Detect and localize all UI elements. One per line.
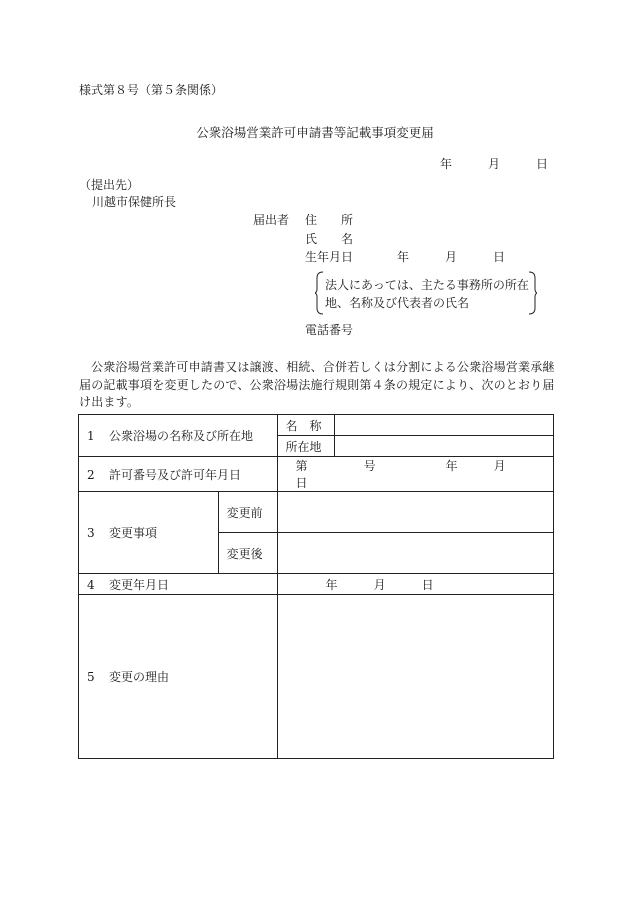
change-reason-input[interactable] (277, 595, 553, 759)
date-month-label: 月 (488, 157, 501, 171)
table-row (79, 595, 554, 759)
table-row (79, 415, 554, 436)
address-field[interactable]: 住 所 (305, 213, 354, 227)
form-number: 様式第８号（第５条関係） (79, 83, 224, 97)
change-after-label: 変更後 (218, 533, 277, 574)
permit-label-cell: 2 許可番号及び許可年月日 (79, 457, 278, 492)
document-title: 公衆浴場営業許可申請書等記載事項変更届 (196, 125, 434, 140)
facility-address-label: 所在地 (277, 436, 335, 457)
permit-input[interactable]: 第 号 年 月日 (277, 457, 553, 492)
declaration-text: 公衆浴場営業許可申請書又は譲渡、相続、合併若しくは分割による公衆浴場営業承継届の記載事項を変更したので、公衆浴場法施行規則第４条の規定により、次のとおり届け出ます。 (79, 360, 555, 409)
change-date-input[interactable]: 年 月 日 (277, 574, 553, 595)
birth-day-label: 日 (493, 250, 506, 264)
destination-label: （提出先） (79, 178, 140, 192)
phone-field[interactable]: 電話番号 (305, 323, 354, 337)
change-before-input[interactable] (277, 492, 553, 533)
details-table (78, 414, 554, 759)
change-items-label-cell: 3 変更事項 (79, 492, 219, 574)
table-row (79, 457, 554, 492)
table-row (79, 574, 554, 595)
applicant-label: 届出者 (253, 213, 290, 227)
change-date-label-cell: 4 変更年月日 (79, 574, 278, 595)
birth-month-label: 月 (445, 250, 458, 264)
change-reason-label-cell: 5 変更の理由 (79, 595, 278, 759)
name-field[interactable]: 氏 名 (305, 232, 354, 246)
date-day-label: 日 (536, 157, 549, 171)
destination-name: 川越市保健所長 (92, 195, 177, 209)
birthdate-label: 生年月日 (305, 250, 354, 264)
date-year-label: 年 (440, 157, 453, 171)
birth-year-label: 年 (397, 250, 410, 264)
facility-name-label: 名 称 (277, 415, 335, 436)
facility-label-cell: 1 公衆浴場の名称及び所在地 (79, 415, 278, 457)
facility-address-input[interactable] (335, 436, 554, 457)
birthdate-field[interactable] (305, 248, 505, 265)
corporate-note: 法人にあっては、主たる事務所の所在地、名称及び代表者の氏名 (325, 278, 529, 310)
change-after-input[interactable] (277, 533, 553, 574)
submission-date[interactable] (440, 155, 548, 172)
table-row (79, 492, 554, 533)
change-before-label: 変更前 (218, 492, 277, 533)
facility-name-input[interactable] (335, 415, 554, 436)
